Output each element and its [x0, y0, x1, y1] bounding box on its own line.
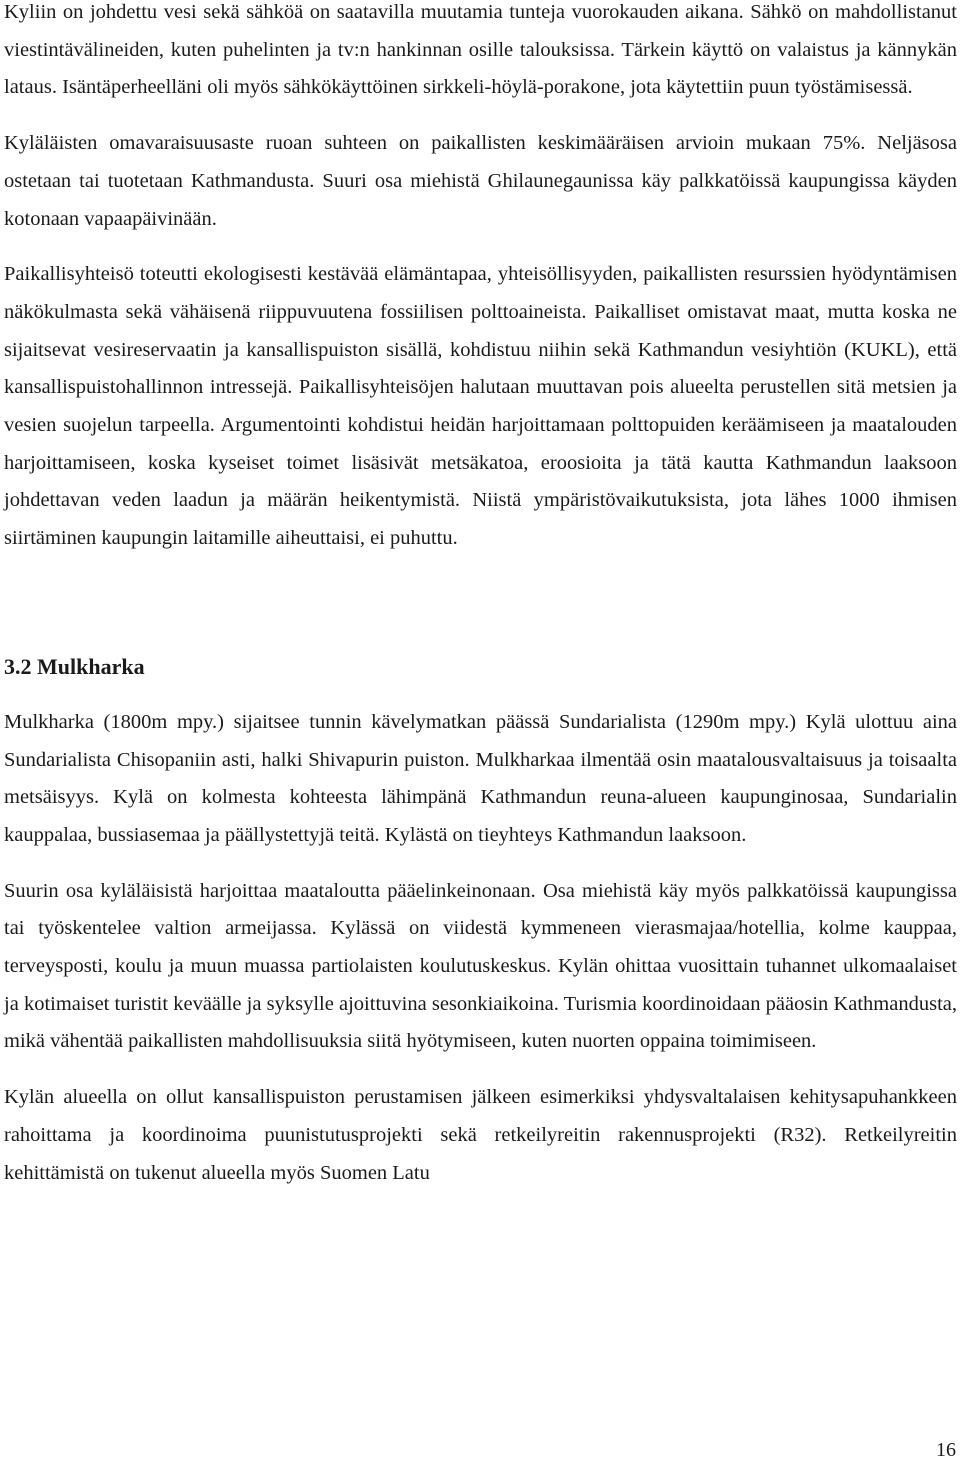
page-content	[4, 0, 957, 1192]
paragraph-electricity: Kyliin on johdettu vesi sekä sähköä on saatavilla muutamia tunteja vuorokauden aikana. Sähkö on mahdollistanut viestintävälineiden, kuten puhelinten ja tv:n hankinnan osille talouksissa. Tärkein käyttö on valaistus ja kännykän lataus. Isäntäperheelläni oli myös sähkökäyttöinen sirkkeli-höylä-porakone, jota käytettiin puun työstämisessä.	[4, 1, 957, 99]
paragraph-mulkharka-livelihood: Suurin osa kyläläisistä harjoittaa maataloutta pääelinkeinonaan. Osa miehistä käy myös palkkatöissä kaupungissa tai työskentelee valtion armeijassa. Kylässä on viidestä kymmeneen vierasmajaa/hotellia, kolme kauppaa, terveysposti, koulu ja muun muassa partiolaisten koulutuskeskus. Kylän ohittaa vuosittain tuhannet ulkomaalaiset ja kotimaiset turistit keväälle ja syksylle ajoittuvina sesonkiaikoina. Turismia koordinoidaan pääosin Kathmandusta, mikä vähentää paikallisten mahdollisuuksia siitä hyötymiseen, kuten nuorten oppaina toimimiseen.	[4, 879, 957, 1053]
paragraph-self-sufficiency: Kyläläisten omavaraisuusaste ruoan suhteen on paikallisten keskimääräisen arvioin mukaan 75%. Neljäsosa ostetaan tai tuotetaan Kathmandusta. Suuri osa miehistä Ghilaunegaunissa käy palkkatöissä kaupungissa käyden kotonaan vapaapäivinään.	[4, 132, 957, 230]
paragraph-mulkharka-projects: Kylän alueella on ollut kansallispuiston perustamisen jälkeen esimerkiksi yhdysvaltalaisen kehitysapuhankkeen rahoittama ja koordinoima puunistutusprojekti sekä retkeilyreitin rakennusprojekti (R32). Retkeilyreitin kehittämistä on tukenut alueella myös Suomen Latu	[4, 1086, 957, 1184]
paragraph-spacer	[4, 855, 957, 873]
heading-spacer	[4, 684, 957, 704]
paragraph-community: Paikallisyhteisö toteutti ekologisesti kestävää elämäntapaa, yhteisöllisyyden, paikallisten resurssien hyödyntämisen näkökulmasta sekä vähäisenä riippuvuutena fossiilisen polttoaineista. Paikalliset omistavat maat, mutta koska ne sijaitsevat vesireservaatin ja kansallispuiston sisällä, kohdistuu niihin sekä Kathmandun vesiyhtiön (KUKL), että kansallispuistohallinnon intressejä. Paikallisyhteisöjen halutaan muuttavan pois alueelta perustellen sitä metsien ja vesien suojelun tarpeella. Argumentointi kohdistui heidän harjoittamaan polttopuiden keräämiseen ja maatalouden harjoittamiseen, koska kyseiset toimet lisäsivät metsäkatoa, eroosioita ja tätä kautta Kathmandun laaksoon johdettavan veden laadun ja määrän heikentymistä. Niistä ympäristövaikutuksista, jota lähes 1000 ihmisen siirtäminen kaupungin laitamille aiheuttaisi, ei puhuttu.	[4, 263, 957, 550]
paragraph-spacer	[4, 1061, 957, 1079]
section-spacer	[4, 558, 957, 650]
section-heading: 3.2 Mulkharka	[4, 653, 145, 679]
page-number: 16	[936, 1439, 956, 1461]
paragraph-mulkharka-location: Mulkharka (1800m mpy.) sijaitsee tunnin kävelymatkan päässä Sundarialista (1290m mpy.) Kylä ulottuu aina Sundarialista Chisopaniin asti, halki Shivapurin puiston. Mulkharkaa ilmentää osin maatalousvaltaisuus ja toisaalta metsäisyys. Kylä on kolmesta kohteesta lähimpänä Kathmandun reuna-alueen kaupunginosaa, Sundarialin kauppalaa, bussiasemaa ja päällystettyjä teitä. Kylästä on tieyhteys Kathmandun laaksoon.	[4, 710, 957, 846]
paragraph-spacer	[4, 107, 957, 125]
paragraph-spacer	[4, 238, 957, 256]
